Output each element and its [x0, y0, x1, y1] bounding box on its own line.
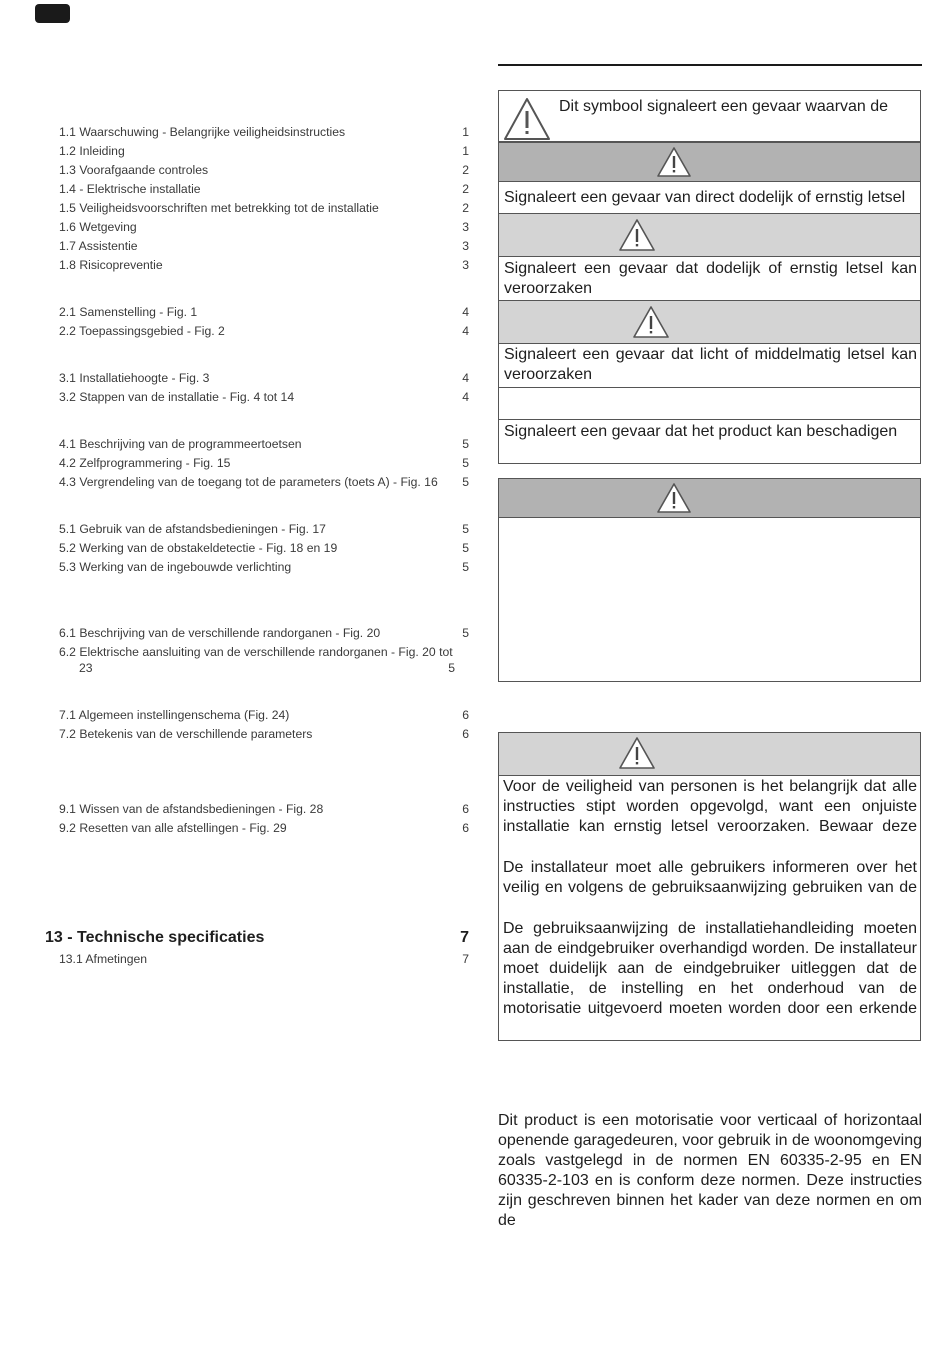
toc-entry-label: 1.2 Inleiding [59, 144, 125, 158]
toc-entry-label-continuation: 23 [79, 661, 93, 675]
safety-box-header [498, 732, 921, 776]
warning-triangle-icon [618, 736, 656, 770]
toc-entry-label: 5.1 Gebruik van de afstandsbedieningen - Fig. 17 [59, 522, 326, 536]
toc-entry-label: 2.1 Samenstelling - Fig. 1 [59, 305, 198, 319]
toc-entry-label: 9.1 Wissen van de afstandsbedieningen - Fig. 28 [59, 802, 324, 816]
toc-entry-page: 1 [462, 144, 469, 158]
toc-entry-page: 5 [462, 626, 469, 640]
warning-description: Signaleert een gevaar dat dodelijk of ernstig letsel kan veroorzaken [504, 260, 917, 297]
warning-box-header [498, 478, 921, 518]
toc-entry-page: 3 [462, 239, 469, 253]
safety-paragraph: De gebruiksaanwijzing de installatiehandleiding moeten aan de eindgebruiker overhandigd worden. De installateur moet duidelijk aan de eindgebruiker uitleggen dat de installatie, de instelling en het onderhoud van de motorisatie uitgevoerd moeten worden door een erkende [503, 920, 917, 1017]
danger-header [498, 142, 921, 182]
toc-entry-label: 4.2 Zelfprogrammering - Fig. 15 [59, 456, 231, 470]
toc-heading-page: 7 [460, 929, 469, 946]
toc-entry-page: 7 [462, 952, 469, 966]
toc-entry-label: 9.2 Resetten van alle afstellingen - Fig. 29 [59, 821, 287, 835]
toc-entry-page: 5 [462, 541, 469, 555]
toc-entry-label: 3.2 Stappen van de installatie - Fig. 4 tot 14 [59, 390, 295, 404]
toc-section-heading[interactable] [45, 929, 469, 947]
toc-entry-label: 7.1 Algemeen instellingenschema (Fig. 24) [59, 708, 290, 722]
toc-entry-label: 13.1 Afmetingen [59, 952, 148, 966]
warning-triangle-icon [618, 218, 656, 252]
toc-entry-page: 6 [462, 821, 469, 835]
toc-entry-label: 6.2 Elektrische aansluiting van de verschillende randorganen - Fig. 20 tot [59, 645, 453, 659]
safety-paragraph: De installateur moet alle gebruikers informeren over het veilig en volgens de gebruiksaanwijzing gebruiken van de [503, 859, 917, 896]
warning-header [498, 213, 921, 257]
toc-entry-label: 1.6 Wetgeving [59, 220, 137, 234]
toc-entry-label: 4.1 Beschrijving van de programmeertoetsen [59, 437, 302, 451]
toc-entry-page: 5 [462, 560, 469, 574]
toc-entry-label: 1.7 Assistentie [59, 239, 138, 253]
toc-entry-page: 2 [462, 182, 469, 196]
toc-entry-page: 5 [462, 522, 469, 536]
toc-entry-page: 3 [462, 258, 469, 272]
safety-paragraph: Voor de veiligheid van personen is het belangrijk dat alle instructies stipt worden opgevolgd, want een onjuiste installatie kan ernstig letsel veroorzaken. Bewaar deze [503, 778, 917, 835]
intro-paragraph: Dit product is een motorisatie voor verticaal of horizontaal openende garagedeuren, voor gebruik in de woonomgeving zoals vastgelegd in de normen EN 60335-2-95 en EN 60335-2-103 en is conform deze normen. Deze instructies zijn geschreven binnen het kader van deze normen en om de [498, 1112, 922, 1229]
toc-entry-page: 5 [448, 661, 455, 675]
warning-triangle-icon [656, 146, 692, 178]
notice-description: Signaleert een gevaar dat het product kan beschadigen [504, 423, 898, 440]
warning-triangle-icon [656, 482, 692, 514]
toc-entry-page: 3 [462, 220, 469, 234]
warning-box-body [498, 517, 921, 682]
toc-entry-page: 4 [462, 390, 469, 404]
toc-entry-label: 7.2 Betekenis van de verschillende parameters [59, 727, 313, 741]
toc-entry-page: 4 [462, 371, 469, 385]
toc-entry-label: 1.3 Voorafgaande controles [59, 163, 209, 177]
toc-entry-page: 5 [462, 456, 469, 470]
toc-entry-label: 5.3 Werking van de ingebouwde verlichting [59, 560, 292, 574]
toc-entry-page: 6 [462, 708, 469, 722]
toc-entry-page: 6 [462, 727, 469, 741]
toc-entry-page: 4 [462, 324, 469, 338]
symbol-intro-text: Dit symbool signaleert een gevaar waarvan de [559, 98, 889, 115]
toc-entry-page: 1 [462, 125, 469, 139]
toc-entry-page: 2 [462, 201, 469, 215]
toc-entry-label: 1.5 Veiligheidsvoorschriften met betrekking tot de installatie [59, 201, 379, 215]
toc-entry-label: 1.4 - Elektrische installatie [59, 182, 201, 196]
top-rule [498, 64, 922, 66]
toc-entry-label: 6.1 Beschrijving van de verschillende randorganen - Fig. 20 [59, 626, 381, 640]
toc-entry-label: 5.2 Werking van de obstakeldetectie - Fig. 18 en 19 [59, 541, 338, 555]
danger-description: Signaleert een gevaar van direct dodelijk of ernstig letsel [504, 189, 906, 206]
toc-entry-page: 2 [462, 163, 469, 177]
toc-entry-page: 4 [462, 305, 469, 319]
warning-triangle-icon [632, 305, 670, 339]
toc-entry-label: 3.1 Installatiehoogte - Fig. 3 [59, 371, 210, 385]
toc-entry-page: 5 [462, 437, 469, 451]
notice-header [498, 387, 921, 420]
warning-triangle-icon [502, 96, 552, 142]
toc-entry-label: 4.3 Vergrendeling van de toegang tot de parameters (toets A) - Fig. 16 [59, 475, 438, 489]
caution-header [498, 300, 921, 344]
toc-entry-page: 6 [462, 802, 469, 816]
toc-entry-label: 1.1 Waarschuwing - Belangrijke veiligheidsinstructies [59, 125, 346, 139]
toc-heading-label: 13 - Technische specificaties [45, 929, 265, 946]
toc-entry-page: 5 [462, 475, 469, 489]
caution-description: Signaleert een gevaar dat licht of middelmatig letsel kan veroorzaken [504, 346, 917, 383]
toc-entry-label: 1.8 Risicopreventie [59, 258, 163, 272]
toc-entry-label: 2.2 Toepassingsgebied - Fig. 2 [59, 324, 225, 338]
